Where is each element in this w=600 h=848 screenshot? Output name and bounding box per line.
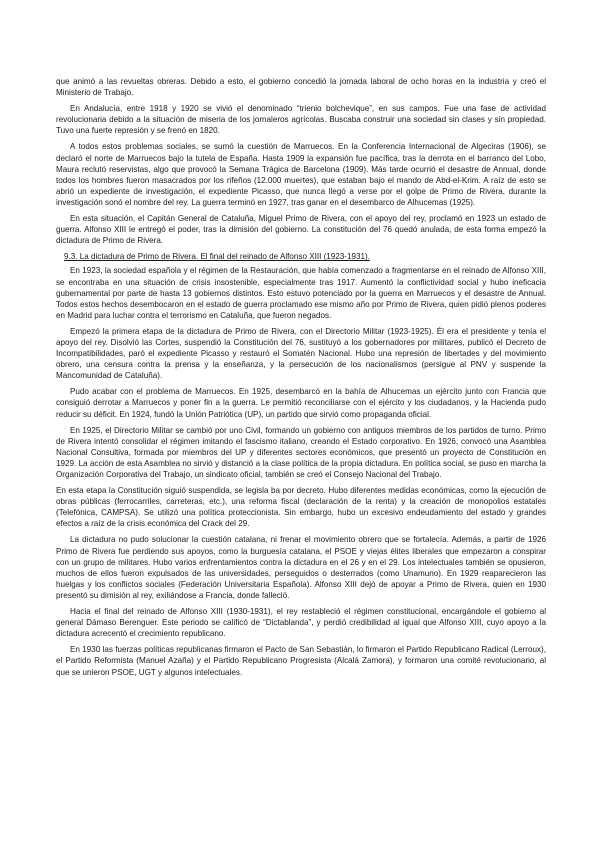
paragraph-crisis-1923: En 1923, la sociedad española y el régimen de la Restauración, que había comenzado a fragmentarse en el reinado de Alfonso XIII, se encontraba en una situación de crisis insostenible, especialmente tras 1917. Aumentó la conflictividad social y hubo ineficacia gubernamental por parte de hasta 13 gobiernos distintos. Esto estuvo potenciado por la guerra en Marruecos y el desastre de Annual. Todos estos hechos desembocaron en el estado de guerra proclamado ese mismo año por Primo de Rivera, quien pidió plenos poderes en Madrid para luchar contra el terrorismo en Cataluña, que fueron negados.: [56, 266, 546, 320]
paragraph-directorio-civil: En 1925, el Directorio Militar se cambió por uno Civil, formando un gobierno con antiguos miembros de los partidos de turno. Primo de Rivera intentó consolidar el régimen imitando el fascismo italiano, creando el Estado corporativo. En 1926, convocó una Asamblea Nacional Consultiva, formada por miembros del UP y diferentes sectores económicos, que presentó un proyecto de Constitución en 1929. La acción de esta Asamblea no sirvió y distanció a la clase política de la propia dictadura. En política social, se puso en marcha la Organización Corporativa del Trabajo, un sindicato oficial, también se creó el Consejo Nacional del Trabajo.: [56, 425, 546, 479]
paragraph-workers-ministry: que animó a las revueltas obreras. Debido a esto, el gobierno concedió la jornada laboral de ocho horas en la industria y creó el Ministerio de Trabajo.: [56, 77, 546, 98]
paragraph-dictablanda: Hacia el final del reinado de Alfonso XIII (1930-1931), el rey restableció el régimen constitucional, encargándole el gobierno al general Dámaso Berenguer. Este periodo se calificó de “Dictablanda”, y perdió credibilidad al igual que Alfonso XIII, cuyo apoyo a la dictadura acrecentó el crecimiento republicano.: [56, 607, 546, 639]
paragraph-pacto-san-sebastian: En 1930 las fuerzas políticas republicanas firmaron el Pacto de San Sebastián, lo firmaron el Partido Republicano Radical (Lerroux), el Partido Reformista (Manuel Azaña) y el Partido Republicano Progresista (Alcalá Zamora), y formaron una comité revolucionario, al que se unieron PSOE, UGT y algunos intelectuales.: [56, 645, 546, 677]
paragraph-alhucemas: Pudo acabar con el problema de Marruecos. En 1925, desembarcó en la bahía de Alhucemas un ejército junto con Francia que consiguió derrotar a Marruecos y poner fin a la guerra. Le permitió reconciliarse con el ejército y los ciudadanos, y la Hacienda pudo reducir su déficit. En 1924, fundó la Unión Patriótica (UP), un partido que sirvió como propaganda oficial.: [56, 387, 546, 419]
section-heading: 9.3. La dictadura de Primo de Rivera. El final del reinado de Alfonso XIII (1923-1931).: [64, 252, 370, 262]
document-page: [56, 76, 546, 683]
paragraph-marruecos: A todos estos problemas sociales, se sumó la cuestión de Marruecos. En la Conferencia Internacional de Algeciras (1906), se declaró el norte de Marruecos bajo la tutela de España. Hasta 1909 la expansión fue pacífica, tras la derrota en el barranco del Lobo, Maura reclutó reservistas, algo que provocó la Semana Trágica de Barcelona (1909). Más tarde ocurrió el desastre de Annual, donde todos los hombres fueron masacrados por los rifeños (12.000 muertes), que estaban bajo el mando de Abd-el-Krim. A raíz de esto se abrió un expediente de investigación, el expediente Picasso, que nunca llegó a verse por el golpe de Primo de Rivera, durante la investigación sonó el nombre del rey. La guerra terminó en 1927, tras ganar en el desembarco de Alhucemas (1925).: [56, 142, 546, 207]
paragraph-directorio-militar: Empezó la primera etapa de la dictadura de Primo de Rivera, con el Directorio Militar (1923-1925). Él era el presidente y tenía el apoyo del rey. Disolvió las Cortes, suspendió la Constitución del 76, sustituyó a los gobernadores por militares, publicó el Decreto de Incompatibilidades, paró el expediente Picasso y restauró el Somatén Nacional. Hubo una represión de libertades y del movimiento obrero, una censura contra la prensa y la enseñanza, y la persecución de los nacionalismos (persigue al PNV y suspende la Mancomunidad de Cataluña).: [56, 326, 546, 381]
paragraph-golpe-estado: En esta situación, el Capitán General de Cataluña, Miguel Primo de Rivera, con el apoyo del rey, proclamó en 1923 un estado de guerra. Alfonso XIII le entregó el poder, tras la dimisión del gobierno. La constitución del 76 quedó anulada, de esta forma empezó la dictadura de Primo de Rivera.: [56, 214, 546, 246]
paragraph-trienio-bolchevique: En Andalucía, entre 1918 y 1920 se vivió el denominado “trienio bolchevique”, en sus campos. Fue una fase de actividad revolucionaria debido a la situación de miseria de los jornaleros agrícolas. Buscaba construir una sociedad sin clases y sin propiedad. Tuvo una fuerte represión y se frenó en 1820.: [56, 104, 546, 136]
paragraph-economia: En esta etapa la Constitución siguió suspendida, se legisla ba por decreto. Hubo diferentes medidas económicas, como la ejecución de obras públicas (ferrocarriles, carreteras, etc.), una reforma fiscal (declaración de la renta) y la creación de monopolios estatales (Telefónica, CAMPSA). Se utilizó una política proteccionista. Sin embargo, hubo un excesivo endeudamiento del estado y grandes efectos a raíz de la crisis económica del Crack del 29.: [56, 486, 546, 529]
paragraph-oposicion: La dictadura no pudo solucionar la cuestión catalana, ni frenar el movimiento obrero que se fortalecía. Además, a partir de 1926 Primo de Rivera fue perdiendo sus apoyos, como la burguesía catalana, el PSOE y viejas élites liberales que empezaron a conspirar con un grupo de militares. Hubo varios enfrentamientos contra la dictadura en el 26 y en el 29. Los intelectuales también se opusieron, muchos de ellos fueron expulsados de las universidades, perseguidos o desterrados (como Unamuno). En 1929 reaparecieron las huelgas y los conflictos sociales (Federación Universitaria Española). Alfonso XIII dejó de apoyar a Primo de Rivera, quien en 1930 presentó su dimisión al rey, exiliándose a Francia, donde falleció.: [56, 535, 546, 600]
